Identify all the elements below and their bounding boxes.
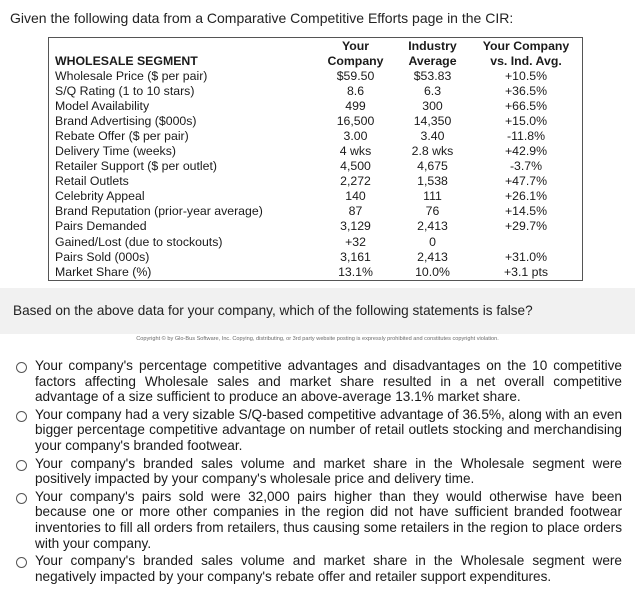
row-company-value: 3,161 [340,249,371,264]
row-company-value: 4,500 [340,159,371,174]
row-vs-industry-value: +14.5% [504,204,548,219]
row-label: Retailer Support ($ per outlet) [55,159,217,174]
row-company-value: 8.6 [346,84,365,99]
row-label: Model Availability [55,99,150,114]
row-industry-value: 3.40 [420,129,445,144]
row-company-value: 2,272 [340,174,371,189]
header-industry-line1: Industry [408,39,457,53]
table-row [55,84,581,99]
answer-options [16,358,622,586]
row-vs-industry-value: +66.5% [504,99,548,114]
intro-text: Given the following data from a Comparative Competitive Efforts page in the CIR: [10,10,514,26]
row-label: Rebate Offer ($ per pair) [55,129,189,144]
row-label: Brand Reputation (prior-year average) [55,204,263,219]
header-your-company-line1: Your [341,39,370,53]
row-company-value: 4 wks [339,144,372,159]
table-row [55,144,581,159]
row-industry-value: 1,538 [417,174,448,189]
row-company-value: 13.1% [338,264,373,279]
row-label: Wholesale Price ($ per pair) [55,69,208,83]
data-table [55,39,581,280]
answer-option[interactable] [16,489,622,551]
row-company-value: 87 [348,204,363,219]
row-vs-industry-value: +3.1 pts [503,264,549,279]
header-vs-industry [471,39,581,69]
answer-option[interactable] [16,407,622,454]
question-text: Based on the above data for your company, which of the following statements is false? [13,303,533,318]
row-label: Pairs Sold (000s) [55,249,150,264]
row-company-value: 3,129 [340,219,371,234]
row-industry-value: 2.8 wks [411,144,454,159]
table-header-row [55,39,581,69]
table-row [55,174,581,189]
row-label: Gained/Lost (due to stockouts) [55,234,223,249]
table-row [55,129,581,144]
header-vs-line1: Your Company [482,39,570,53]
table-body [55,69,581,280]
table-row [55,235,581,250]
answer-option-text: Your company's percentage competitive advantages and disadvantages on the 10 competitive factors affecting Wholesale sales and market share resulted in a net overall competitive advantage of a size sufficient to produce an above-average 13.1% market share. [35,358,622,405]
radio-button[interactable] [16,460,27,471]
radio-button[interactable] [16,411,27,422]
row-industry-value: 6.3 [423,84,442,99]
row-industry-value: 2,413 [417,249,448,264]
row-company-value: 140 [345,189,366,204]
answer-option[interactable] [16,456,622,487]
radio-button[interactable] [16,493,27,504]
row-company-value: 499 [345,99,366,114]
row-label: Pairs Demanded [55,219,147,234]
answer-option[interactable] [16,553,622,584]
table-row [55,250,581,265]
answer-option-text: Your company had a very sizable S/Q-based competitive advantage of 36.5%, along with an even bigger percentage competitive advantage on number of retail outlets stocking and merchandising your company's branded footwear. [35,406,622,453]
table-row [55,69,581,84]
row-industry-value: $53.83 [413,69,452,83]
radio-button[interactable] [16,557,27,568]
row-company-value: 16,500 [336,114,375,129]
row-vs-industry-value: -3.7% [509,159,543,174]
row-industry-value: 300 [422,99,443,114]
table-row [55,114,581,129]
header-industry-line2: Average [408,54,457,68]
answer-option[interactable] [16,358,622,405]
header-vs-line2: vs. Ind. Avg. [490,54,562,68]
comparative-efforts-table [48,37,583,281]
table-row [55,219,581,234]
row-vs-industry-value: +15.0% [504,114,548,129]
header-industry-average [394,39,471,69]
row-industry-value: 10.0% [415,264,450,279]
row-vs-industry-value: +36.5% [504,84,548,99]
answer-option-text: Your company's pairs sold were 32,000 pairs higher than they would otherwise have been because one or more other companies in the region did not have sufficient branded footwear inventories to fill all orders from retailers, thus causing some retailers in the region to place orders with your company. [35,488,622,551]
header-segment: WHOLESALE SEGMENT [55,54,198,68]
table-row [55,99,581,114]
row-label: Market Share (%) [55,264,152,279]
copyright-notice: Copyright © by Glo-Bus Software, Inc. Copying, distributing, or 3rd party website posting is expressly prohibited and constitutes copyright violation. [136,336,499,342]
answer-option-text: Your company's branded sales volume and market share in the Wholesale segment were positively impacted by your company's wholesale price and delivery time. [35,455,622,487]
row-label: Delivery Time (weeks) [55,144,176,159]
row-label: Retail Outlets [55,174,129,189]
row-vs-industry-value: +26.1% [504,189,548,204]
row-industry-value: 0 [429,234,436,249]
row-vs-industry-value: +31.0% [504,249,548,264]
row-company-value: $59.50 [336,69,375,83]
header-your-company-line2: Company [327,54,384,68]
row-label: Celebrity Appeal [55,189,145,204]
row-vs-industry-value: +29.7% [504,219,548,234]
table-row [55,204,581,219]
row-industry-value: 111 [423,189,442,204]
row-industry-value: 76 [425,204,440,219]
row-label: Brand Advertising ($000s) [55,114,197,129]
row-industry-value: 14,350 [413,114,452,129]
table-row [55,189,581,204]
row-industry-value: 4,675 [417,159,448,174]
row-vs-industry-value [471,235,581,250]
row-company-value: +32 [345,234,366,249]
row-vs-industry-value: +47.7% [504,174,548,189]
table-row [55,159,581,174]
row-label: S/Q Rating (1 to 10 stars) [55,84,195,99]
row-industry-value: 2,413 [417,219,448,234]
radio-button[interactable] [16,362,27,373]
row-vs-industry-value: +10.5% [504,69,548,83]
table-row [55,265,581,280]
header-your-company [317,39,394,69]
answer-option-text: Your company's branded sales volume and market share in the Wholesale segment were negatively impacted by your company's rebate offer and retailer support expenditures. [35,553,622,584]
row-vs-industry-value: -11.8% [506,129,546,144]
row-company-value: 3.00 [343,129,368,144]
row-vs-industry-value: +42.9% [504,144,548,159]
